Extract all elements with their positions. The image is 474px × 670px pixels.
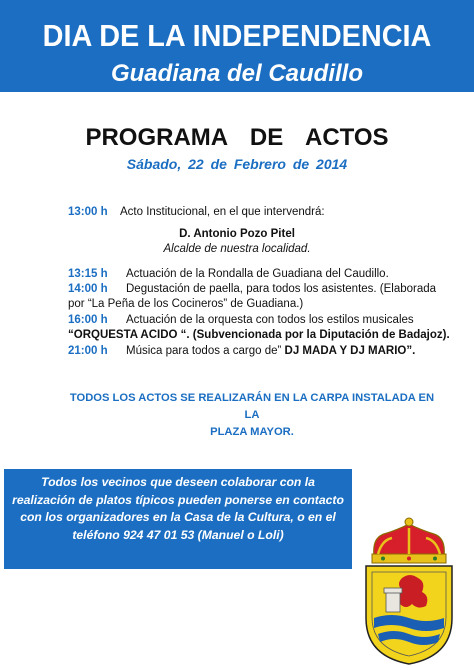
- speaker-name: D. Antonio Pozo Pitel: [179, 228, 295, 240]
- event-time: 16:00 h: [68, 314, 108, 326]
- event-row: [68, 206, 325, 218]
- event-text: Actuación de la orquesta con todos los estilos musicales: [126, 314, 414, 326]
- program-date: Sábado, 22 de Febrero de 2014: [126, 156, 348, 172]
- event-row: [68, 345, 415, 357]
- event-row: [68, 314, 414, 326]
- contact-line: con los organizadores en la Casa de la Cultura, o en el: [20, 510, 336, 524]
- event-title: DIA DE LA INDEPENDENCIA: [42, 18, 432, 53]
- event-time: 14:00 h: [68, 283, 108, 295]
- contact-line: teléfono 924 47 01 53 (Manuel o Loli): [72, 527, 284, 542]
- contact-text: [10, 474, 346, 544]
- contact-line: Todos los vecinos que deseen colaborar con la: [41, 475, 315, 489]
- event-text-continued: “ORQUESTA ACIDO “. (Subvencionada por la Diputación de Badajoz).: [68, 329, 450, 341]
- location-notice: [62, 390, 442, 441]
- event-row: [68, 268, 389, 280]
- event-text: Actuación de la Rondalla de Guadiana del Caudillo.: [126, 268, 389, 280]
- speaker-role: Alcalde de nuestra localidad.: [163, 243, 311, 255]
- event-text-continued: por “La Peña de los Cocineros” de Guadiana.): [68, 298, 304, 310]
- event-row: [68, 283, 436, 295]
- event-time: 21:00 h: [68, 345, 108, 357]
- contact-line: realización de platos típicos pueden ponerse en contacto: [12, 492, 344, 507]
- notice-line: TODOS LOS ACTOS SE REALIZARÁN EN LA CARPA INSTALADA EN LA: [69, 392, 435, 421]
- program-title: PROGRAMA DE ACTOS: [85, 124, 389, 151]
- event-text: Música para todos a cargo de”: [126, 345, 282, 357]
- crown-icon: [372, 518, 446, 563]
- notice-line: PLAZA MAYOR.: [210, 426, 294, 438]
- town-name: Guadiana del Caudillo: [110, 60, 364, 87]
- event-time: 13:15 h: [68, 268, 108, 280]
- event-text: Acto Institucional, en el que intervendrá:: [120, 206, 325, 218]
- event-text-bold: DJ MADA Y DJ MARIO”.: [281, 345, 416, 357]
- coat-of-arms-icon: [352, 516, 466, 666]
- header-banner: [0, 0, 474, 92]
- event-text: Degustación de paella, para todos los asistentes. (Elaborada: [126, 283, 437, 295]
- event-time: 13:00 h: [68, 206, 108, 218]
